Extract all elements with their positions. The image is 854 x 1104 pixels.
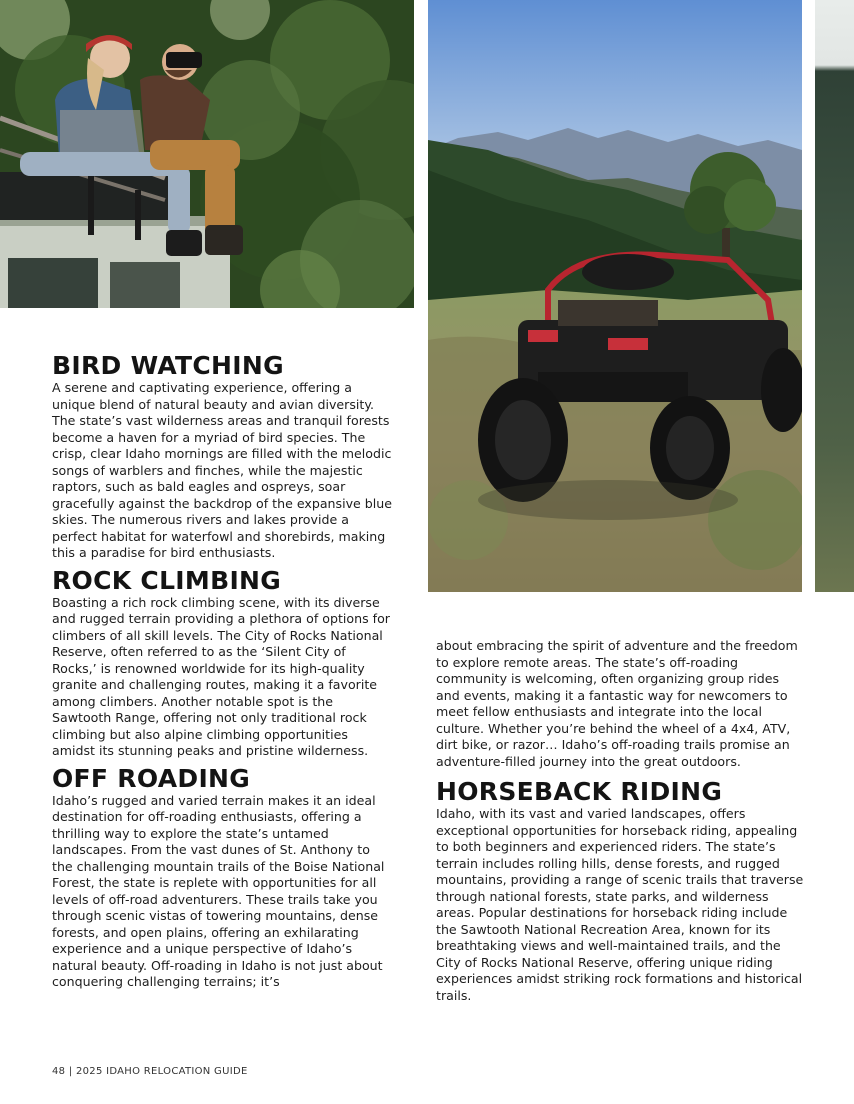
bird-watching-body: A serene and captivating experience, offering a unique blend of natural beauty and avian diversity. The state’s vast wilderness areas and tranquil forests become a haven for a myriad of bird species. The crisp, clear Idaho mornings are filled with the melodic songs of warblers and finches, while the majestic raptors, such as bald eagles and ospreys, soar gracefully against the backdrop of the expansive blue skies. The numerous rivers and lakes provide a perfect habitat for waterfowl and shorebirds, making this a paradise for bird enthusiasts. bbox=[52, 380, 393, 560]
horseback-riding-body: Idaho, with its vast and varied landscapes, offers exceptional opportunities for horseback riding, appealing to both beginners and experienced riders. The state’s terrain includes rolling hills, dense forests, and rugged mountains, providing a range of scenic trails that traverse through national forests, state parks, and wilderness areas. Popular destinations for horseback riding include the Sawtooth National Recreation Area, known for its breathtaking views and well-maintained trails, and the City of Rocks National Reserve, offering unique riding experiences amidst striking rock formations and historical trails. bbox=[436, 806, 804, 1003]
rock-climbing-heading: ROCK CLIMBING bbox=[52, 565, 282, 595]
rock-climbing-section bbox=[52, 567, 392, 760]
edge-landscape-photo bbox=[815, 0, 854, 592]
horseback-riding-heading: HORSEBACK RIDING bbox=[436, 777, 723, 806]
rock-climbing-body: Boasting a rich rock climbing scene, with its diverse and rugged terrain providing a plethora of options for climbers of all skill levels. The City of Rocks National Reserve, often referred to as the ‘Silent City of Rocks,’ is renowned worldwide for its high-quality granite and challenging routes, making it a favorite among climbers. Another notable spot is the Sawtooth Range, offering not only traditional rock climbing but also alpine climbing opportunities amidst its stunning peaks and pristine wilderness. bbox=[52, 594, 390, 758]
bird-watching-section bbox=[52, 352, 392, 562]
bird-watching-photo bbox=[0, 0, 414, 308]
off-roading-body: Idaho’s rugged and varied terrain makes it an ideal destination for off-roading enthusiasts, offering a thrilling way to explore the state’s untamed landscapes. From the vast dunes of St. Anthony to the challenging mountain trails of the Boise National Forest, the state is replete with opportunities for all levels of off-road adventurers. These trails take you through scenic vistas of towering mountains, dense forests, and open plains, offering an exhilarating experience and a unique perspective of Idaho’s natural beauty. Off-roading in Idaho is not just about conquering challenging terrains; it’s bbox=[52, 792, 385, 989]
left-column bbox=[52, 352, 392, 991]
bird-watching-illustration bbox=[0, 0, 414, 308]
bird-watching-heading: BIRD WATCHING bbox=[52, 351, 284, 380]
off-roading-photo bbox=[428, 0, 802, 592]
off-roading-heading: OFF ROADING bbox=[52, 763, 251, 793]
horseback-riding-section bbox=[436, 778, 806, 1004]
page-footer: 48 | 2025 IDAHO RELOCATION GUIDE bbox=[52, 1066, 248, 1077]
right-column bbox=[436, 638, 806, 1004]
off-roading-section bbox=[52, 765, 392, 991]
off-roading-illustration bbox=[428, 0, 802, 592]
off-roading-continued-body: about embracing the spirit of adventure and the freedom to explore remote areas. The state’s off-roading community is welcoming, often organizing group rides and events, making it a fantastic way for newcomers to meet fellow enthusiasts and integrate into the local culture. Whether you’re behind the wheel of a 4x4, ATV, dirt bike, or razor… Idaho’s off-roading trails promise an adventure-filled journey into the great outdoors. bbox=[436, 638, 798, 769]
